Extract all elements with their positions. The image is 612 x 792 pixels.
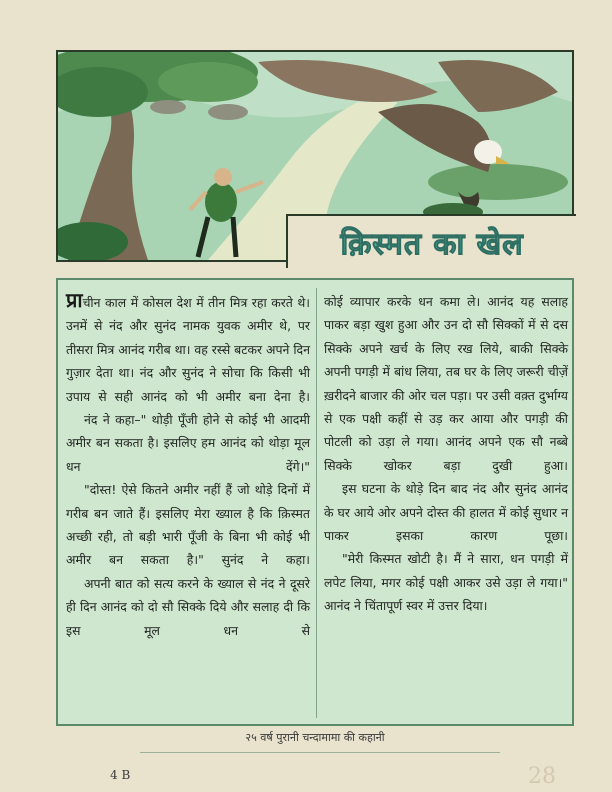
footer-rule: [140, 752, 500, 753]
paragraph: "मेरी किस्मत खोटी है। मैं ने सारा, धन पगड़ी में लपेट लिया, मगर कोई पक्षी आकर उसे उड़ा ले गया।" आनंद ने चिंतापूर्ण स्वर में उत्तर दिया।: [324, 551, 568, 614]
column-divider: [316, 288, 317, 718]
paragraph: "दोस्त! ऐसे कितने अमीर नहीं हैं जो थोड़े दिनों में गरीब बन जाते हैं। इसलिए मेरा ख्याल है कि क़िस्मत अच्छी रही, तो बड़ी भारी पूँजी के बिना भी कोई भी अमीर बन सकता है।" सुनंद ने कहा।: [66, 482, 310, 568]
paragraph: इस घटना के थोड़े दिन बाद नंद और सुनंद आनंद के घर आये ओर अपने दोस्त की हालत में कोई सुधार न पाकर इसका कारण पूछा।: [324, 481, 568, 544]
paragraph: नंद ने कहा–" थोड़ी पूँजी होने से कोई भी आदमी अमीर बन सकता है। इसलिए हम आनंद को थोड़ा मूल धन देंगे।": [66, 412, 310, 474]
corner-mark: 28: [528, 764, 556, 789]
paragraph: अपनी बात को सत्य करने के ख्याल से नंद ने दूसरे ही दिन आनंद को दो सौ सिक्के दिये और सलाह दी कि इस मूल धन से: [66, 575, 310, 638]
paragraph: कोई व्यापार करके धन कमा ले। आनंद यह सलाह पाकर बड़ा खुश हुआ और उन दो सौ सिक्कों में से दस सिक्के अपने खर्च के लिए रख लिये, बाकी सिक्के अपनी पगड़ी में बांध लिया, तब घर के लिए जरूरी चीज़ें ख़रीदने बाजार की ओर चल पड़ा। पर उसी वक़्त दुर्भाग्य से एक पक्षी कहीं से उड़ कर आया और पगड़ी की पोटली को उड़ा ले गया। आनंद अपने एक सौ नब्बे सिक्के खोकर बड़ा दुखी हुआ।: [324, 294, 568, 473]
title-box: [286, 214, 576, 268]
right-column: [324, 290, 568, 618]
story-text-panel: [56, 278, 574, 726]
dropcap: प्रा: [66, 288, 83, 312]
story-title: क़िस्मत का खेल: [340, 226, 524, 262]
left-column: [66, 290, 310, 642]
footer-note: २५ वर्ष पुरानी चन्दामामा की कहानी: [245, 731, 385, 744]
page-number: 4 B: [110, 768, 131, 782]
paragraph: प्राचीन काल में कोसल देश में तीन मित्र रहा करते थे। उनमें से नंद और सुनंद नामक युवक अमीर थे, पर तीसरा मित्र आनंद गरीब था। वह रस्से बटकर अपने दिन गुज़ार देता था। नंद और सुनंद ने सोचा कि किसी भी उपाय से सही आनंद को भी अमीर बना देना है।: [66, 288, 310, 404]
